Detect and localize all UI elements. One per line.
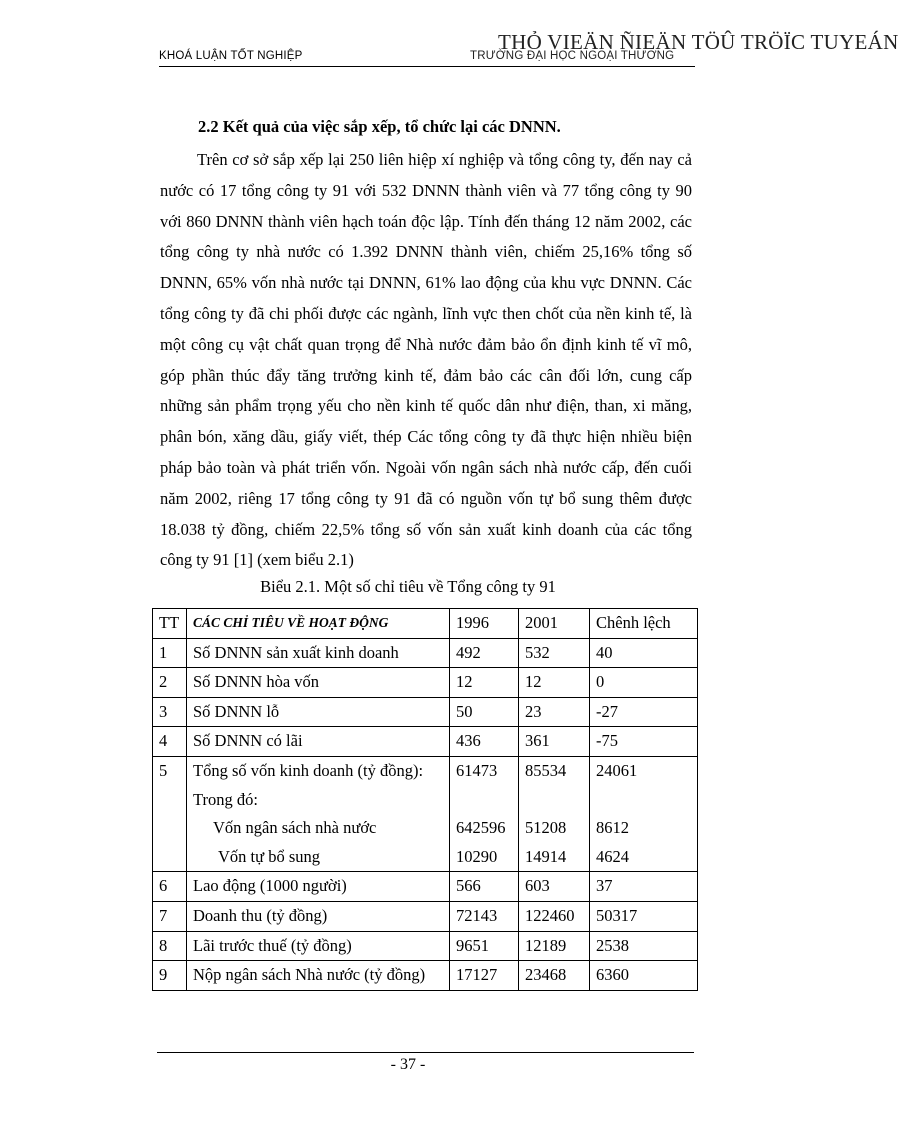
cell-tt: 8 xyxy=(153,931,187,961)
cell-2001: 361 xyxy=(519,727,590,757)
cell-indicator: Số DNNN sản xuất kinh doanh xyxy=(187,638,450,668)
table-row-capital xyxy=(153,756,698,871)
cell-difference: -27 xyxy=(590,697,698,727)
cell-tt: 5 xyxy=(153,756,187,871)
cell-1996: 50 xyxy=(450,697,519,727)
cell-2001: 23468 xyxy=(519,961,590,991)
page-number: - 37 - xyxy=(390,1056,426,1073)
cell-2001: 23 xyxy=(519,697,590,727)
header-right-text: TRƯỜNG ĐẠI HỌC NGOẠI THƯƠNG xyxy=(470,50,675,62)
cell-indicator: Lãi trước thuế (tỷ đồng) xyxy=(187,931,450,961)
cell-tt: 3 xyxy=(153,697,187,727)
table-header-row xyxy=(153,609,698,639)
capital-total-label: Tổng số vốn kinh doanh (tỷ đồng): xyxy=(193,760,424,780)
cell-difference: 40 xyxy=(590,638,698,668)
cell-tt: 9 xyxy=(153,961,187,991)
indicator-table xyxy=(152,608,698,991)
capital-spacer xyxy=(456,786,512,815)
table-caption: Biểu 2.1. Một số chỉ tiêu về Tổng công ty 91 xyxy=(260,577,556,596)
cell-2001-capital xyxy=(519,756,590,871)
capital-state-budget-1996: 642596 xyxy=(456,818,506,838)
header-divider xyxy=(159,66,695,67)
cell-2001: 532 xyxy=(519,638,590,668)
capital-state-budget-difference: 8612 xyxy=(596,818,629,838)
cell-indicator: Số DNNN có lãi xyxy=(187,727,450,757)
cell-difference: 50317 xyxy=(590,901,698,931)
cell-tt: 7 xyxy=(153,901,187,931)
cell-1996: 72143 xyxy=(450,901,519,931)
cell-1996: 436 xyxy=(450,727,519,757)
cell-difference: 2538 xyxy=(590,931,698,961)
section-title: 2.2 Kết quả của việc sắp xếp, tổ chức lại các DNNN. xyxy=(198,117,561,136)
cell-2001: 12 xyxy=(519,668,590,698)
header-cell-1996: 1996 xyxy=(450,609,519,639)
capital-self-funded-label: Vốn tự bổ sung xyxy=(218,846,320,866)
capital-self-funded-2001: 14914 xyxy=(525,846,567,866)
table-row xyxy=(153,901,698,931)
cell-2001: 12189 xyxy=(519,931,590,961)
cell-difference: 6360 xyxy=(590,961,698,991)
cell-indicator: Số DNNN lỗ xyxy=(187,697,450,727)
cell-1996: 492 xyxy=(450,638,519,668)
cell-indicator: Lao động (1000 người) xyxy=(187,872,450,902)
table-row xyxy=(153,727,698,757)
cell-difference: 37 xyxy=(590,872,698,902)
header-left-text: KHOÁ LUẬN TỐT NGHIỆP xyxy=(159,50,303,62)
capital-total-1996: 61473 xyxy=(456,760,498,780)
table-row xyxy=(153,638,698,668)
cell-tt: 2 xyxy=(153,668,187,698)
capital-state-budget-2001: 51208 xyxy=(525,818,567,838)
header-cell-tt: TT xyxy=(153,609,187,639)
cell-2001: 122460 xyxy=(519,901,590,931)
body-paragraph xyxy=(160,145,692,576)
cell-1996: 566 xyxy=(450,872,519,902)
cell-difference: -75 xyxy=(590,727,698,757)
cell-tt: 6 xyxy=(153,872,187,902)
cell-1996-capital xyxy=(450,756,519,871)
cell-1996: 12 xyxy=(450,668,519,698)
cell-difference-capital xyxy=(590,756,698,871)
capital-self-funded-difference: 4624 xyxy=(596,846,629,866)
capital-spacer xyxy=(596,786,691,815)
capital-spacer xyxy=(525,786,583,815)
header-cell-2001: 2001 xyxy=(519,609,590,639)
cell-indicator: Doanh thu (tỷ đồng) xyxy=(187,901,450,931)
table-row xyxy=(153,961,698,991)
capital-self-funded-1996: 10290 xyxy=(456,846,498,866)
cell-difference: 0 xyxy=(590,668,698,698)
watermark-text: THỎ VIEÄN ÑIEÄN TÖÛ TRÖÏC TUYEÁN xyxy=(498,30,899,54)
header-cell-difference: Chênh lệch xyxy=(590,609,698,639)
table-row xyxy=(153,872,698,902)
header-cell-indicator: CÁC CHỈ TIÊU VỀ HOẠT ĐỘNG xyxy=(187,609,450,639)
capital-total-difference: 24061 xyxy=(596,760,638,780)
cell-indicator: Số DNNN hòa vốn xyxy=(187,668,450,698)
capital-total-2001: 85534 xyxy=(525,760,567,780)
paragraph-text: Trên cơ sở sắp xếp lại 250 liên hiệp xí nghiệp và tổng công ty, đến nay cả nước có 17 tổng công ty 91 với 532 DNNN thành viên và 77 tổng công ty 90 với 860 DNNN thành viên hạch toán độc lập. Tính đến tháng 12 năm 2002, các tổng công ty nhà nước có 1.392 DNNN thành viên, chiếm 25,16% tổng số DNNN, 65% vốn nhà nước tại DNNN, 61% lao động của khu vực DNNN. Các tổng công ty đã chi phối được các ngành, lĩnh vực then chốt của nền kinh tế, là một công cụ vật chất quan trọng để Nhà nước đảm bảo ổn định kinh tế vĩ mô, góp phần thúc đẩy tăng trưởng kinh tế, đảm bảo các cân đối lớn, cung cấp những sản phẩm trọng yếu cho nền kinh tế quốc dân như điện, than, xi măng, phân bón, xăng dầu, giấy viết, thép Các tổng công ty đã thực hiện nhiều biện pháp bảo toàn và phát triển vốn. Ngoài vốn ngân sách nhà nước cấp, đến cuối năm 2002, riêng 17 tổng công ty 91 đã có nguồn vốn tự bổ sung thêm được 18.038 tỷ đồng, chiếm 22,5% tổng số vốn sản xuất kinh doanh của các tổng công ty 91 [1] (xem biểu 2.1) xyxy=(160,150,692,570)
capital-state-budget-label: Vốn ngân sách nhà nước xyxy=(213,818,377,838)
capital-sub-label: Trong đó: xyxy=(193,789,258,809)
footer-divider xyxy=(157,1052,694,1053)
cell-tt: 4 xyxy=(153,727,187,757)
table-row xyxy=(153,697,698,727)
cell-indicator: Nộp ngân sách Nhà nước (tỷ đồng) xyxy=(187,961,450,991)
cell-indicator-capital xyxy=(187,756,450,871)
cell-2001: 603 xyxy=(519,872,590,902)
table-row xyxy=(153,668,698,698)
cell-tt: 1 xyxy=(153,638,187,668)
table-row xyxy=(153,931,698,961)
cell-1996: 9651 xyxy=(450,931,519,961)
cell-1996: 17127 xyxy=(450,961,519,991)
